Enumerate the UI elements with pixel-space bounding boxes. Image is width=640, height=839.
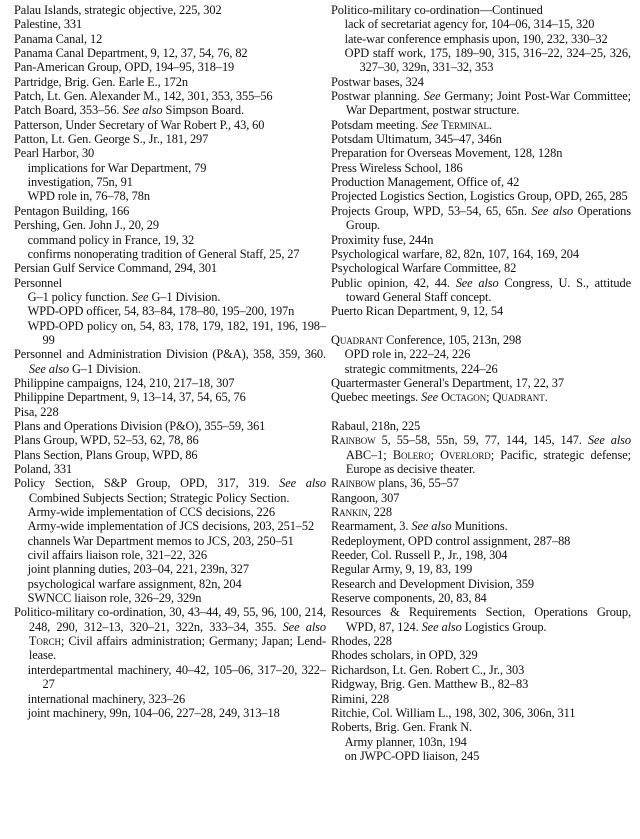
entry-text: Rangoon, 307 (331, 490, 400, 505)
entry-text: G–1 Division. (69, 361, 141, 376)
index-entry (331, 605, 631, 634)
index-entry (14, 376, 326, 390)
entry-text: . (488, 117, 492, 132)
index-column-left (14, 3, 326, 720)
entry-text: Psychological Warfare Committee, 82 (331, 261, 517, 276)
entry-text: Politico-military co-ordination—Continued (331, 3, 543, 17)
index-subentry (14, 706, 326, 720)
entry-text: Philippine Department, 9, 13–14, 37, 54, 65, 76 (14, 390, 246, 405)
index-entry (14, 476, 326, 505)
index-subentry (14, 247, 326, 261)
entry-text: See also (282, 619, 326, 634)
entry-text: Resources & Requirements Section, Operations Group, WPD, 87, 124. (331, 605, 631, 634)
entry-text: ; (486, 390, 493, 405)
entry-text: Potsdam meeting. (331, 117, 422, 132)
entry-text: Rankin (331, 505, 368, 520)
entry-text: Proximity fuse, 244n (331, 232, 434, 247)
entry-text: Projects Group, WPD, 53–54, 65, 65n. (331, 203, 532, 218)
entry-text: Combined Subjects Section; Strategic Policy Section. (28, 490, 290, 505)
entry-text: Rainbow (331, 433, 376, 448)
index-entry (331, 118, 631, 132)
index-entry (14, 405, 326, 419)
entry-text: plans, 36, 55–57 (375, 476, 459, 491)
entry-text: Army-wide implementation of CCS decisions, 226 (27, 505, 275, 520)
entry-text: Ridgway, Brig. Gen. Matthew B., 82–83 (331, 677, 529, 692)
index-entry (331, 433, 631, 476)
entry-text: Press Wireless School, 186 (331, 160, 463, 175)
entry-text: Bolero (392, 447, 431, 462)
entry-text: See (421, 390, 439, 405)
entry-text: on JWPC-OPD liaison, 245 (344, 748, 480, 763)
index-entry (331, 333, 631, 347)
entry-text: Persian Gulf Service Command, 294, 301 (14, 261, 218, 276)
entry-text: Pearl Harbor, 30 (14, 146, 95, 161)
entry-text: Potsdam Ultimatum, 345–47, 346n (331, 132, 502, 147)
entry-text: Postwar planning. (331, 89, 424, 104)
index-entry (331, 75, 631, 89)
entry-text: Rabaul, 218n, 225 (331, 418, 421, 433)
index-entry (14, 17, 326, 31)
index-entry (14, 89, 326, 103)
index-entry (331, 132, 631, 146)
entry-text: Palestine, 331 (14, 17, 83, 32)
index-subentry (331, 17, 631, 31)
entry-text: Patch Board, 353–56. (14, 103, 123, 118)
index-entry (14, 103, 326, 117)
entry-text: See also (279, 476, 326, 491)
index-subentry (14, 663, 326, 692)
entry-text: Plans and Operations Division (P&O), 355–59, 361 (14, 418, 266, 433)
entry-text: See also (28, 361, 70, 376)
entry-text: Research and Development Division, 359 (331, 576, 535, 591)
entry-text: Partridge, Brig. Gen. Earle E., 172n (14, 74, 188, 89)
entry-text: Plans Group, WPD, 52–53, 62, 78, 86 (14, 433, 199, 448)
index-subentry (331, 749, 631, 763)
index-entry (331, 648, 631, 662)
entry-text: Personnel and Administration Division (P&A), 358, 359, 360. (14, 347, 326, 362)
entry-text: late-war conference emphasis upon, 190, 232, 330–32 (344, 31, 608, 46)
entry-text: Psychological warfare, 82, 82n, 107, 164, 169, 204 (331, 246, 579, 261)
entry-text: Postwar bases, 324 (331, 74, 424, 89)
index-entry (14, 462, 326, 476)
index-entry (331, 233, 631, 247)
entry-text: See also (455, 275, 499, 290)
index-entry (331, 89, 631, 118)
index-entry (331, 189, 631, 203)
entry-text: WPD role in, 76–78, 78n (27, 189, 150, 204)
entry-text: Puerto Rican Department, 9, 12, 54 (331, 304, 504, 319)
index-subentry (14, 175, 326, 189)
entry-text: Reeder, Col. Russell P., Jr., 198, 304 (331, 548, 508, 563)
entry-text: Redeployment, OPD control assignment, 287–88 (331, 533, 571, 548)
entry-text: Army-wide implementation of JCS decisions, 203, 251–52 (27, 519, 315, 534)
entry-text: command policy in France, 19, 32 (27, 232, 195, 247)
entry-text: See also (421, 619, 462, 634)
entry-text: Octagon (441, 390, 487, 405)
index-entry (14, 75, 326, 89)
entry-text: See also (587, 433, 631, 448)
entry-text: ; Civil affairs administration; Germany; Japan; Lend-lease. (28, 634, 326, 663)
entry-text: Pershing, Gen. John J., 20, 29 (14, 218, 159, 233)
index-entry (14, 118, 326, 132)
index-entry (331, 3, 631, 17)
index-entry (331, 519, 631, 533)
entry-text: Rainbow (331, 476, 376, 491)
index-entry (331, 161, 631, 175)
index-subentry (331, 347, 631, 361)
entry-text: See also (411, 519, 452, 534)
entry-text: Rearmament, 3. (331, 519, 412, 534)
entry-text: See (421, 117, 439, 132)
index-subentry (14, 591, 326, 605)
entry-text: Terminal (441, 117, 489, 132)
entry-text: Public opinion, 42, 44. (331, 275, 456, 290)
index-subentry (14, 577, 326, 591)
entry-text: psychological warfare assignment, 82n, 204 (27, 576, 242, 591)
entry-text: Panama Canal, 12 (14, 31, 103, 46)
index-entry (331, 204, 631, 233)
entry-text: investigation, 75n, 91 (27, 175, 133, 190)
entry-text: See also (122, 103, 163, 118)
index-entry (331, 505, 631, 519)
entry-text: Politico-military co-ordination, 30, 43–44, 49, 55, 96, 100, 214, 248, 290, 312–13, 320–21, 322n, 333–34, 355. (14, 605, 326, 634)
index-entry (331, 720, 631, 734)
entry-text: channels War Department memos to JCS, 203, 250–51 (27, 533, 294, 548)
entry-text: Army planner, 103n, 194 (344, 734, 467, 749)
entry-text: Quartermaster General's Department, 17, 22, 37 (331, 375, 564, 390)
entry-text: international machinery, 323–26 (27, 691, 186, 706)
entry-text: G–1 Division. (148, 289, 221, 304)
entry-text: ; Pacific, strategic defense; Europe as decisive theater. (345, 447, 631, 476)
entry-text: OPD staff work, 175, 189–90, 315, 316–22, 324–25, 326, 327–30, 329n, 331–32, 353 (344, 46, 631, 75)
index-entry (14, 204, 326, 218)
entry-text: Roberts, Brig. Gen. Frank N. (331, 720, 473, 735)
entry-text: ABC–1; (345, 447, 393, 462)
entry-text: Rhodes scholars, in OPD, 329 (331, 648, 478, 663)
index-entry (331, 663, 631, 677)
entry-text: Congress, U. S., attitude toward General Staff concept. (345, 275, 631, 304)
entry-text: joint planning duties, 203–04, 221, 239n, 327 (27, 562, 249, 577)
index-entry (14, 3, 326, 17)
index-entry (331, 376, 631, 390)
entry-text: SWNCC liaison role, 326–29, 329n (27, 591, 202, 606)
index-entry (331, 577, 631, 591)
entry-text: confirms nonoperating tradition of General Staff, 25, 27 (27, 246, 300, 261)
entry-text: WPD-OPD policy on, 54, 83, 178, 179, 182, 191, 196, 198–99 (27, 318, 326, 347)
index-subentry (331, 32, 631, 46)
entry-text: Quebec meetings. (331, 390, 422, 405)
index-entry (14, 60, 326, 74)
index-subentry (14, 534, 326, 548)
entry-text: Philippine campaigns, 124, 210, 217–18, 307 (14, 375, 235, 390)
entry-text: Patch, Lt. Gen. Alexander M., 142, 301, 353, 355–56 (14, 89, 273, 104)
entry-text: WPD-OPD officer, 54, 83–84, 178–80, 195–200, 197n (27, 304, 295, 319)
entry-text: OPD role in, 222–24, 226 (344, 347, 471, 362)
entry-text: Regular Army, 9, 19, 83, 199 (331, 562, 473, 577)
entry-text: Production Management, Office of, 42 (331, 175, 520, 190)
entry-text: ; (430, 447, 441, 462)
index-subentry (14, 519, 326, 533)
entry-text: G–1 policy function. (27, 289, 132, 304)
index-entry (331, 175, 631, 189)
entry-text: . (544, 390, 548, 405)
index-entry (14, 448, 326, 462)
entry-text: , 228 (367, 505, 392, 520)
entry-text: Operations Group. (345, 203, 631, 233)
index-subentry (14, 692, 326, 706)
index-column-right (331, 3, 631, 763)
index-subentry (331, 362, 631, 376)
entry-text: Germany; Joint Post-War Committee; War Department, postwar structure. (345, 89, 632, 118)
index-entry (14, 146, 326, 160)
index-subentry (14, 189, 326, 203)
index-subentry (14, 161, 326, 175)
index-entry (331, 706, 631, 720)
index-subentry (331, 735, 631, 749)
entry-text: Policy Section, S&P Group, OPD, 317, 319. (14, 476, 280, 491)
index-entry (331, 677, 631, 691)
entry-text: See (423, 89, 441, 104)
entry-text: Richardson, Lt. Gen. Robert C., Jr., 303 (331, 662, 525, 677)
index-entry (14, 433, 326, 447)
entry-text: Munitions. (451, 519, 508, 534)
index-entry (331, 419, 631, 433)
entry-text: Quadrant (331, 332, 384, 347)
entry-text: Pisa, 228 (14, 404, 59, 419)
index-entry (14, 132, 326, 146)
index-entry (331, 476, 631, 490)
entry-text: lack of secretariat agency for, 104–06, 314–15, 320 (344, 17, 595, 32)
index-subentry (14, 319, 326, 348)
entry-text: 5, 55–58, 55n, 59, 77, 144, 145, 147. (375, 433, 588, 448)
index-entry (331, 491, 631, 505)
entry-text: interdepartmental machinery, 40–42, 105–06, 317–20, 322–27 (27, 662, 326, 692)
index-entry (331, 634, 631, 648)
index-subentry (14, 562, 326, 576)
entry-text: Plans Section, Plans Group, WPD, 86 (14, 447, 198, 462)
index-entry (14, 46, 326, 60)
index-entry (14, 32, 326, 46)
entry-text: Torch (28, 634, 61, 649)
index-entry (331, 261, 631, 275)
index-entry (331, 562, 631, 576)
entry-text: Pan-American Group, OPD, 194–95, 318–19 (14, 60, 235, 75)
index-entry (331, 146, 631, 160)
entry-text: See (131, 289, 149, 304)
entry-text: Preparation for Overseas Movement, 128, 128n (331, 146, 563, 161)
entry-text: Rhodes, 228 (331, 634, 392, 649)
index-entry (331, 692, 631, 706)
section-gap (331, 405, 631, 419)
index-entry (331, 390, 631, 404)
index-entry (331, 534, 631, 548)
entry-text: Patton, Lt. Gen. George S., Jr., 181, 297 (14, 132, 209, 147)
index-entry (14, 276, 326, 290)
entry-text: Patterson, Under Secretary of War Robert P., 43, 60 (14, 117, 265, 132)
index-subentry (14, 548, 326, 562)
index-entry (331, 304, 631, 318)
index-entry (331, 591, 631, 605)
entry-text: Projected Logistics Section, Logistics Group, OPD, 265, 285 (331, 189, 628, 204)
index-subentry (331, 46, 631, 75)
entry-text: See also (531, 203, 574, 218)
entry-text: Rimini, 228 (331, 691, 390, 706)
entry-text: Panama Canal Department, 9, 12, 37, 54, 76, 82 (14, 46, 248, 61)
entry-text: Simpson Board. (162, 103, 244, 118)
entry-text: strategic commitments, 224–26 (344, 361, 498, 376)
entry-text: Reserve components, 20, 83, 84 (331, 591, 487, 606)
entry-text: Personnel (14, 275, 62, 290)
entry-text: Poland, 331 (14, 462, 73, 476)
entry-text: joint machinery, 99n, 104–06, 227–28, 249, 313–18 (27, 705, 280, 720)
index-entry (14, 605, 326, 662)
index-entry (331, 276, 631, 305)
index-entry (14, 218, 326, 232)
entry-text: Quadrant (492, 390, 545, 405)
index-subentry (14, 233, 326, 247)
index-entry (331, 548, 631, 562)
index-subentry (14, 304, 326, 318)
entry-text: Pentagon Building, 166 (14, 203, 130, 218)
entry-text: Overlord (440, 447, 491, 462)
index-entry (14, 347, 326, 376)
entry-text: civil affairs liaison role, 321–22, 326 (27, 548, 207, 563)
entry-text: Palau Islands, strategic objective, 225, 302 (14, 3, 222, 17)
index-entry (14, 390, 326, 404)
entry-text: Ritchie, Col. William L., 198, 302, 306, 306n, 311 (331, 705, 576, 720)
index-entry (14, 261, 326, 275)
index-entry (14, 419, 326, 433)
index-entry (331, 247, 631, 261)
index-subentry (14, 505, 326, 519)
section-gap (331, 319, 631, 333)
entry-text: Conference, 105, 213n, 298 (383, 332, 522, 347)
index-subentry (14, 290, 326, 304)
entry-text: Logistics Group. (461, 619, 547, 634)
entry-text: implications for War Department, 79 (27, 160, 207, 175)
